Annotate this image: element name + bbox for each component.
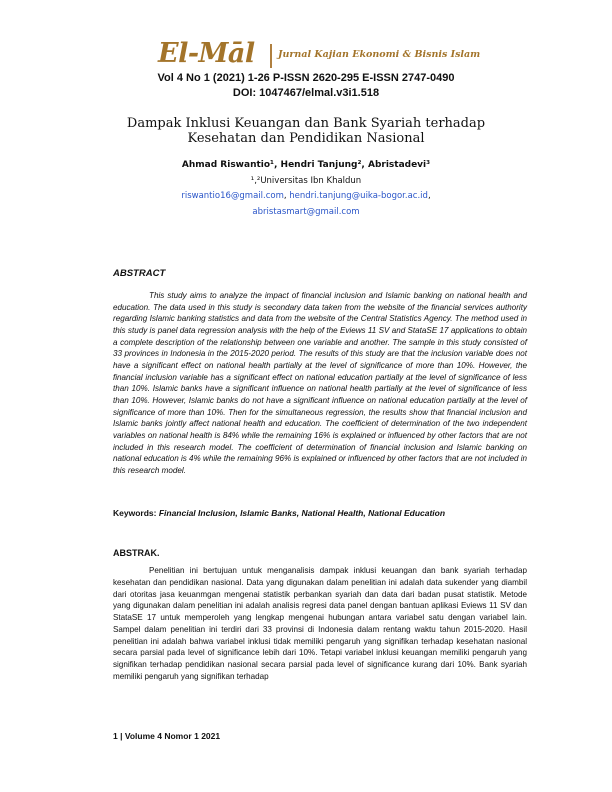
abstrak-heading: ABSTRAK. bbox=[113, 548, 160, 558]
email-link-1[interactable]: riswantio16@gmail.com bbox=[181, 191, 284, 201]
journal-name: Jurnal Kajian Ekonomi & Bisnis Islam bbox=[278, 49, 481, 60]
authors: Ahmad Riswantio¹, Hendri Tanjung², Abristadevi³ bbox=[181, 160, 431, 170]
abstract-heading: ABSTRACT bbox=[113, 268, 166, 279]
abstrak-paragraph: Penelitian ini bertujuan untuk menganalisis dampak inklusi keuangan dan bank syariah terhadap kesehatan dan pendidikan nasional. Data yang digunakan dalam penelitian ini adalah data sukender yang diambil dari otoritas jasa keuanmgan mengenai statistik perbankan syariah dan data dari badan pusat statistik. Metode yang digunakan dalam penelitian ini adalah analisis regresi data panel dengan bantuan aplikasi Eviews 11 SV dan StataSE 17 untuk memperoleh yang lengkap mengenai hubungan antara variabel satu dengan variabel lain. Sampel dalam penelitian ini terdiri dari 33 provinsi di Indonesia dalam rentang waktu tahun 2015-2020. Hasil penelitian ini adalah bahwa variabel inklusi tidak memiliki pengaruh yang signifikan terhadap kesehatan nasional secara parsial pada level of significance lebih dari 10%. Tetapi variabel inklusi keuangan memiliki pengaruh yang signifikan terhadap pendidikan nasional secara parsial pada level of significance kurang dari 10%. Bank syariah memiliki pengaruh yang signifikan terhadap bbox=[113, 566, 527, 681]
abstract-paragraph: This study aims to analyze the impact of financial inclusion and Islamic banking on national health and education. The data used in this study is secondary data taken from the website of the financial services authority regarding Islamic banking statistics and data from the website of the Central Statistics Agency. The method used in this study is panel data regression analysis with the help of the Eviews 11 SV and StataSE 17 applications to obtain a complete description of the relationship between one variable and another. The sample in this study consisted of 33 provinces in Indonesia in the 2015-2020 period. The results of this study are that the inclusion variable does not have a significant effect on national health partially at the level of significance of more than 10%. However, the financial inclusion variable has a significant effect on national education partially at the level of significance of less than 10%. Islamic banks have a significant influence on national health partially at the level of significance of less than 10%. However, Islamic banks do not have a significant influence on national education partially at the level of significance of more than 10%. Then for the simultaneous regression, the results show that financial inclusion and Islamic banks jointly affect national health and education. The coefficient of determination of the two independent variables on national health is 84% while the remaining 16% is explained or influenced by other factors that are not included in this research model. The coefficient of determination of financial inclusion and Islamic banking on national education is 4% while the remaining 96% is explained or influenced by other factors that are not included in this research model. bbox=[113, 291, 527, 475]
title-line-1: Dampak Inklusi Keuangan dan Bank Syariah terhadap bbox=[126, 116, 486, 131]
keywords-list: Financial Inclusion, Islamic Banks, National Health, National Education bbox=[158, 508, 446, 518]
affiliation: ¹,²Universitas Ibn Khaldun bbox=[250, 176, 362, 186]
logo-text: El-Māl bbox=[158, 38, 255, 69]
title-line-2: Kesehatan dan Pendidikan Nasional bbox=[187, 131, 425, 146]
abstract-body bbox=[113, 290, 527, 477]
keywords-label: Keywords: bbox=[113, 508, 159, 518]
doi-line: DOI: 1047467/elmal.v3i1.518 bbox=[232, 87, 380, 99]
email-separator-end: , bbox=[427, 191, 431, 201]
logo-divider bbox=[270, 44, 272, 68]
abstrak-body bbox=[113, 565, 527, 683]
paper-title bbox=[0, 116, 612, 146]
keywords bbox=[113, 508, 445, 518]
journal-logo bbox=[158, 38, 488, 72]
page-footer: 1 | Volume 4 Nomor 1 2021 bbox=[113, 731, 221, 741]
email-link-3[interactable]: abristasmart@gmail.com bbox=[252, 207, 360, 217]
email-separator: , bbox=[283, 191, 290, 201]
email-line-2 bbox=[0, 207, 612, 217]
volume-line: Vol 4 No 1 (2021) 1-26 P-ISSN 2620-295 E-ISSN 2747-0490 bbox=[157, 72, 455, 84]
email-line-1 bbox=[0, 191, 612, 201]
email-link-2[interactable]: hendri.tanjung@uika-bogor.ac.id bbox=[289, 191, 428, 201]
